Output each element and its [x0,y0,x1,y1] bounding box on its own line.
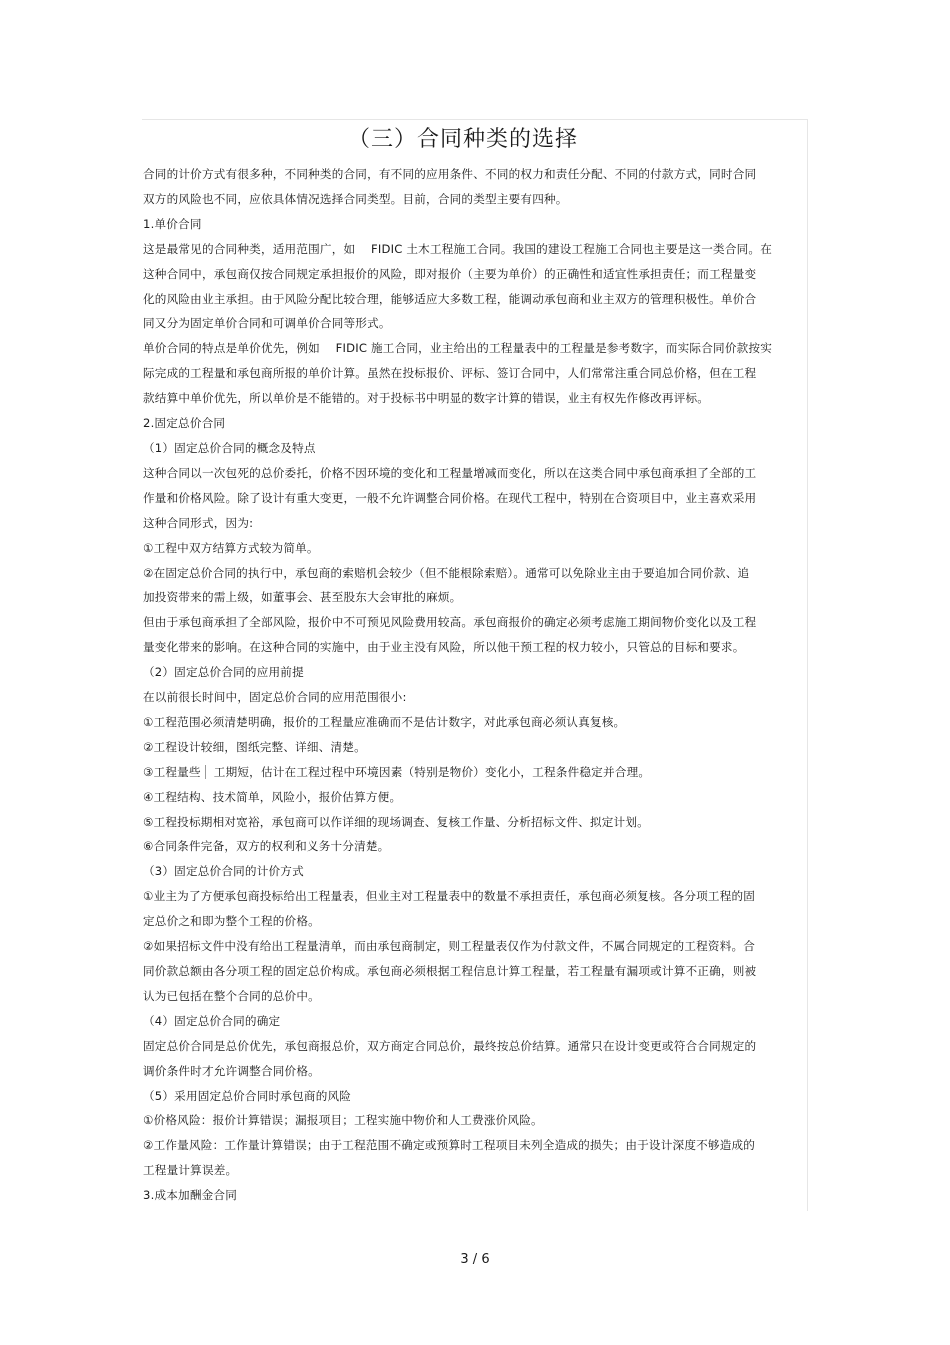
paragraph-line: 化的风险由业主承担。由于风险分配比较合理，能够适应大多数工程，能调动承包商和业主双方的管理积极性。单价合 [143,291,757,306]
paragraph-line: 调价条件时才允许调整合同价格。 [143,1063,320,1078]
subheading: （1）固定总价合同的概念及特点 [143,440,316,455]
list-item: ②如果招标文件中没有给出工程量清单，而由承包商制定，则工程量表仅作为付款文件，不属合同规定的工程资料。合 [143,939,756,954]
paragraph-line: 加投资带来的需上级，如董事会、甚至股东大会审批的麻烦。 [143,590,462,605]
heading-fixed-total-price-contract: 2.固定总价合同 [143,416,226,431]
paragraph-line: 这种合同以一次包死的总价委托，价格不因环境的变化和工程量增减而变化，所以在这类合同中承包商承担了全部的工 [143,465,757,480]
paragraph-line: 同又分为固定单价合同和可调单价合同等形式。 [143,316,391,331]
subheading: （4）固定总价合同的确定 [143,1013,281,1028]
page-number: 3 / 6 [460,1252,490,1267]
paragraph-line: 定总价之和即为整个工程的价格。 [143,914,320,929]
list-item: ①价格风险：报价计算错误；漏报项目；工程实施中物价和人工费涨价风险。 [143,1113,543,1128]
list-item: ②工程设计较细，图纸完整、详细、清楚。 [143,739,366,754]
subheading: （5）采用固定总价合同时承包商的风险 [143,1088,352,1103]
list-item: ②工作量风险：工作量计算错误；由于工程范围不确定或预算时工程项目未列全造成的损失；由于设计深度不够造成的 [143,1138,756,1153]
list-item: ①工程范围必须清楚明确，报价的工程量应准确而不是估计数字，对此承包商必须认真复核。 [143,714,626,729]
subheading: （2）固定总价合同的应用前提 [143,665,304,680]
list-item-part: ③工程量些 [143,764,201,779]
list-item: ①业主为了方便承包商投标给出工程量表，但业主对工程量表中的数量不承担责任，承包商必须复核。各分项工程的固 [143,889,756,904]
list-item: ④工程结构、技术简单，风险小，报价估算方便。 [143,789,402,804]
paragraph-line: 款结算中单价优先，所以单价是不能错的。对于投标书中明显的数字计算的错误，业主有权先作修改再评标。 [143,391,710,406]
paragraph-line: 际完成的工程量和承包商所报的单价计算。虽然在投标报价、评标、签订合同中，人们常常注重合同总价格，但在工程 [143,366,757,381]
paragraph-line: 认为已包括在整个合同的总价中。 [143,988,320,1003]
paragraph-line: 在以前很长时间中，固定总价合同的应用范围很小: [143,690,407,705]
paragraph-line: 这是最常见的合同种类，适用范围广，如 FIDIC 土木工程施工合同。我国的建设工程施工合同也主要是这一类合同。在 [143,241,772,256]
heading-cost-plus-contract: 3.成本加酬金合同 [143,1188,238,1203]
list-item: ⑥合同条件完备，双方的权利和义务十分清楚。 [143,839,390,854]
paragraph-line: 工程量计算误差。 [143,1163,238,1178]
document-body [143,122,783,1208]
paragraph-line: 同价款总额由各分项工程的固定总价构成。承包商必须根据工程信息计算工程量，若工程量有漏项或计算不正确，则被 [143,964,757,978]
text-divider [205,765,206,779]
paragraph-line: 固定总价合同是总价优先，承包商报总价，双方商定合同总价，最终按总价结算。通常只在设计变更或符合合同规定的 [143,1038,757,1053]
paragraph-line: 作量和价格风险。除了设计有重大变更，一般不允许调整合同价格。在现代工程中，特别在合资项目中，业主喜欢采用 [143,490,757,505]
section-title: （三）合同种类的选择 [347,127,578,152]
heading-unit-price-contract: 1.单价合同 [143,216,202,231]
list-item [143,760,783,785]
paragraph-line: 合同的计价方式有很多种，不同种类的合同，有不同的应用条件、不同的权力和责任分配、不同的付款方式，同时合同 [143,167,757,181]
list-item-part: 工期短，估计在工程过程中环境因素（特别是物价）变化小，工程条件稳定并合理。 [213,764,651,779]
paragraph-line: 单价合同的特点是单价优先，例如 FIDIC 施工合同，业主给出的工程量表中的工程量是参考数字，而实际合同价款按实 [143,341,772,356]
paragraph-line: 这种合同形式，因为: [143,515,254,530]
list-item: ①工程中双方结算方式较为简单。 [143,540,319,555]
paragraph-line: 量变化带来的影响。在这种合同的实施中，由于业主没有风险，所以他干预工程的权力较小，只管总的目标和要求。 [143,640,745,655]
paragraph-line: 但由于承包商承担了全部风险，报价中不可预见风险费用较高。承包商报价的确定必须考虑施工期间物价变化以及工程 [143,615,757,630]
paragraph-line: 双方的风险也不同，应依具体情况选择合同类型。目前，合同的类型主要有四种。 [143,191,568,206]
list-item: ②在固定总价合同的执行中，承包商的索赔机会较少（但不能根除索赔）。通常可以免除业主由于要追加合同价款、追 [143,565,750,580]
subheading: （3）固定总价合同的计价方式 [143,864,304,879]
paragraph-line: 这种合同中，承包商仅按合同规定承担报价的风险，即对报价（主要为单价）的正确性和适宜性承担责任；而工程量变 [143,266,757,281]
list-item: ⑤工程投标期相对宽裕，承包商可以作详细的现场调查、复核工作量、分析招标文件、拟定计划。 [143,814,649,829]
